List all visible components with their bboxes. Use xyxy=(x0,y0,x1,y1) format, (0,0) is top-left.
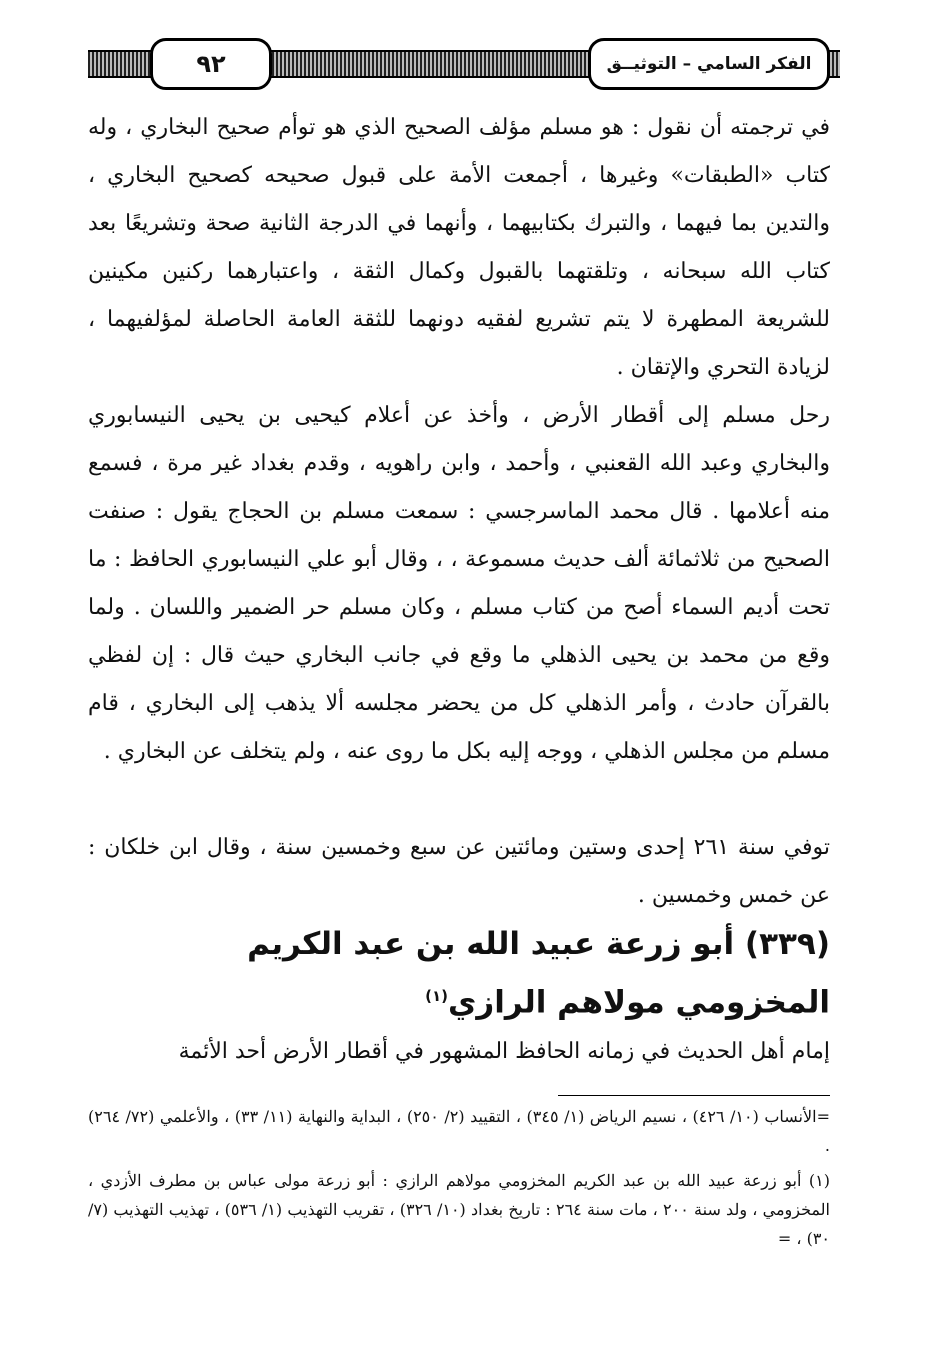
running-title: الفكر السامي – التوثيــق xyxy=(588,38,830,90)
footnote-continued: =الأنساب (١٠/ ٤٢٦) ، نسيم الرياض (١/ ٣٤٥) ، التقييد (٢/ ٢٥٠) ، البداية والنهاية (١١/ ٣٣) ، والأعلمي (٧٢/ ٢٦٤) . xyxy=(88,1107,830,1155)
section-intro: إمام أهل الحديث في زمانه الحافظ المشهور في أقطار الأرض أحد الأئمة xyxy=(178,1039,830,1064)
page-number: ٩٢ xyxy=(150,38,272,90)
footnote-separator xyxy=(558,1095,830,1096)
section-heading xyxy=(88,918,830,1028)
footnotes xyxy=(88,1102,830,1253)
paragraph-3: توفي سنة ٢٦١ إحدى وستين ومائتين عن سبع وخمسين سنة ، وقال ابن خلكان : عن خمس وخمسين . xyxy=(88,835,830,908)
footnote-1: (١) أبو زرعة عبيد الله بن عبد الكريم المخزومي مولاهم الرازي : أبو زرعة مولى عباس بن مطرف الأزدي ، المخزومي ، ولد سنة ٢٠٠ ، مات سنة ٢٦٤ : تاريخ بغداد (١٠/ ٣٢٦) ، تقريب التهذيب (١/ ٥٣٦) ، تهذيب التهذيب (٧/ ٣٠) ، = xyxy=(88,1171,830,1248)
paragraph-1: في ترجمته أن نقول : هو مسلم مؤلف الصحيح الذي هو توأم صحيح البخاري ، وله كتاب «الطبقات» وغيرها ، أجمعت الأمة على قبول صحيحه كصحيح البخاري ، والتدين بما فيهما ، والتبرك بكتابيهما ، وأنهما في الدرجة الثانية صحة وتشريعًا بعد كتاب الله سبحانه ، وتلقتهما بالقبول وكمال الثقة ، واعتبارهما ركنين مكينين للشريعة المطهرة لا يتم تشريع لفقيه دونهما للثقة العامة الحاصلة لمؤلفيهما ، لزيادة التحري والإتقان . xyxy=(88,115,830,380)
section-heading-text: (٣٣٩) أبو زرعة عبيد الله بن عبد الكريم المخزومي مولاهم الرازي xyxy=(247,926,830,1021)
footnote-ref: (١) xyxy=(425,987,448,1005)
paragraph-2: رحل مسلم إلى أقطار الأرض ، وأخذ عن أعلام كيحيى بن يحيى النيسابوري والبخاري وعبد الله القعنبي ، وأحمد ، وابن راهويه ، وقدم بغداد غير مرة ، فسمع منه أعلامها . قال محمد الماسرجسي : سمعت مسلم بن الحجاج يقول : صنفت الصحيح من ثلاثمائة ألف حديث مسموعة ، ، وقال أبو علي النيسابوري الحافظ : ما تحت أديم السماء أصح من كتاب مسلم ، وكان مسلم حر الضمير واللسان . ولما وقع من محمد بن يحيى الذهلي ما وقع في جانب البخاري حيث قال : إن لفظي بالقرآن حادث ، وأمر الذهلي كل من يحضر مجلسه ألا يذهب إلى البخاري ، قام مسلم من مجلس الذهلي ، ووجه إليه بكل ما روى عنه ، ولم يتخلف عن البخاري . xyxy=(88,403,830,764)
page-header xyxy=(88,36,840,92)
